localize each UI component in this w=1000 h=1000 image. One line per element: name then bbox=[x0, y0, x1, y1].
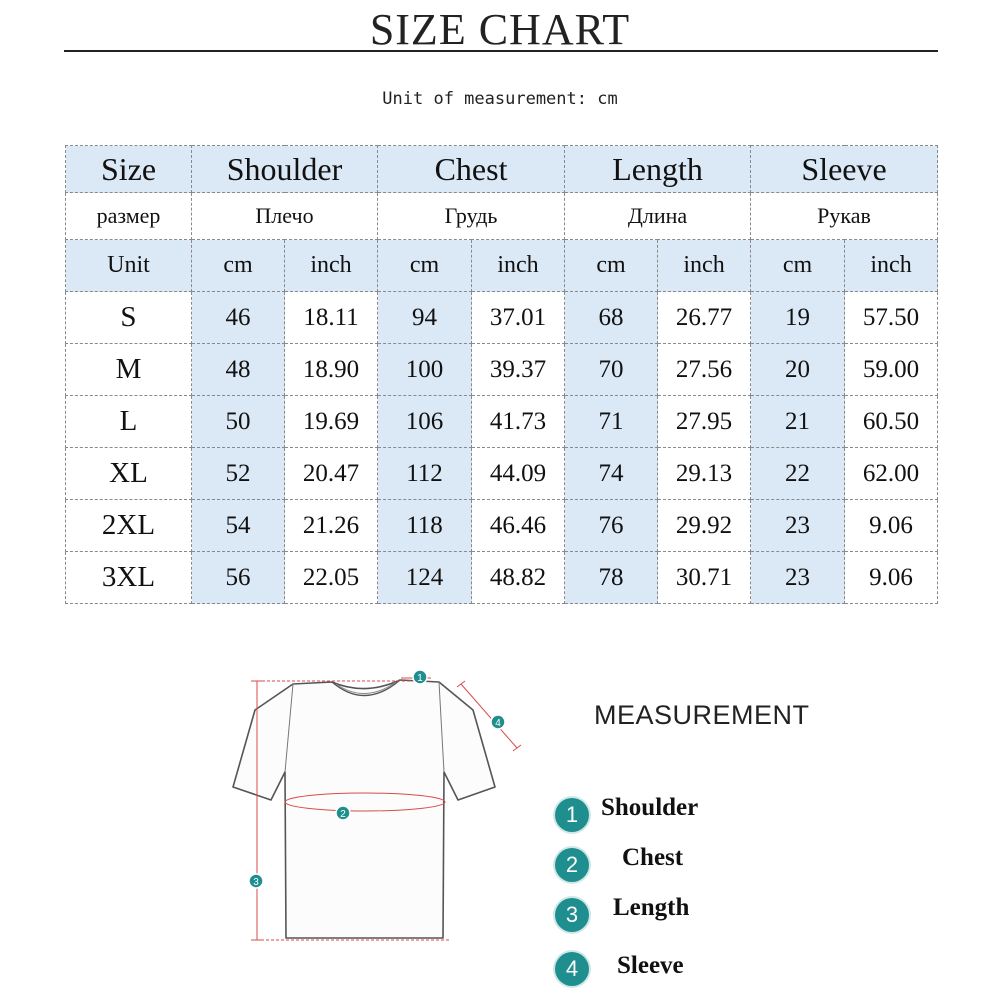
sleeve-inch-cell: 59.00 bbox=[845, 344, 938, 396]
sleeve-cm-cell: 19 bbox=[751, 292, 845, 344]
marker-3 bbox=[249, 874, 263, 888]
measurement-title: MEASUREMENT bbox=[594, 700, 810, 730]
marker-1 bbox=[413, 670, 427, 684]
length-cm-cell: 78 bbox=[565, 552, 658, 604]
header-length-ru: Длина bbox=[565, 193, 751, 240]
marker-2 bbox=[336, 806, 350, 820]
length-inch-cell: 29.13 bbox=[658, 448, 751, 500]
table-row bbox=[66, 500, 938, 552]
chest-cm-cell: 124 bbox=[378, 552, 472, 604]
legend-label: Length bbox=[613, 894, 690, 921]
unit-note: Unit of measurement: cm bbox=[382, 89, 618, 109]
shoulder-inch-cell: 19.69 bbox=[285, 396, 378, 448]
header-row bbox=[66, 146, 938, 193]
sleeve-inch-cell: 57.50 bbox=[845, 292, 938, 344]
chest-inch-cell: 39.37 bbox=[472, 344, 565, 396]
unit-cm: cm bbox=[192, 240, 285, 292]
shoulder-cm-cell: 46 bbox=[192, 292, 285, 344]
number-2-icon: 2 bbox=[555, 848, 589, 882]
table-row bbox=[66, 292, 938, 344]
header-chest: Chest bbox=[378, 146, 565, 193]
unit-cm: cm bbox=[378, 240, 472, 292]
chest-cm-cell: 106 bbox=[378, 396, 472, 448]
unit-inch: inch bbox=[285, 240, 378, 292]
shoulder-cm-cell: 50 bbox=[192, 396, 285, 448]
sleeve-cm-cell: 23 bbox=[751, 500, 845, 552]
length-cm-cell: 70 bbox=[565, 344, 658, 396]
shoulder-cm-cell: 56 bbox=[192, 552, 285, 604]
length-inch-cell: 26.77 bbox=[658, 292, 751, 344]
size-table bbox=[65, 145, 938, 604]
unit-cm: cm bbox=[751, 240, 845, 292]
header-length: Length bbox=[565, 146, 751, 193]
chest-inch-cell: 46.46 bbox=[472, 500, 565, 552]
table-row bbox=[66, 448, 938, 500]
tshirt-outline-icon bbox=[225, 650, 535, 950]
sleeve-cm-cell: 23 bbox=[751, 552, 845, 604]
legend-label: Sleeve bbox=[617, 952, 684, 979]
table-row bbox=[66, 552, 938, 604]
svg-text:2: 2 bbox=[340, 809, 346, 820]
chest-inch-cell: 37.01 bbox=[472, 292, 565, 344]
size-cell: L bbox=[66, 396, 192, 448]
sleeve-cm-cell: 22 bbox=[751, 448, 845, 500]
sleeve-inch-cell: 9.06 bbox=[845, 500, 938, 552]
shoulder-cm-cell: 52 bbox=[192, 448, 285, 500]
title-divider bbox=[64, 50, 938, 52]
unit-row bbox=[66, 240, 938, 292]
svg-text:3: 3 bbox=[253, 877, 259, 888]
sleeve-cm-cell: 20 bbox=[751, 344, 845, 396]
length-inch-cell: 27.56 bbox=[658, 344, 751, 396]
chest-inch-cell: 44.09 bbox=[472, 448, 565, 500]
table-row bbox=[66, 344, 938, 396]
shoulder-inch-cell: 21.26 bbox=[285, 500, 378, 552]
chest-inch-cell: 48.82 bbox=[472, 552, 565, 604]
svg-text:1: 1 bbox=[417, 673, 423, 684]
sleeve-inch-cell: 62.00 bbox=[845, 448, 938, 500]
chest-cm-cell: 118 bbox=[378, 500, 472, 552]
sleeve-inch-cell: 60.50 bbox=[845, 396, 938, 448]
header-row-russian bbox=[66, 193, 938, 240]
shoulder-inch-cell: 18.90 bbox=[285, 344, 378, 396]
header-size-ru: размер bbox=[66, 193, 192, 240]
header-chest-ru: Грудь bbox=[378, 193, 565, 240]
header-shoulder: Shoulder bbox=[192, 146, 378, 193]
marker-4 bbox=[491, 715, 505, 729]
size-cell: 2XL bbox=[66, 500, 192, 552]
legend-label: Chest bbox=[622, 844, 684, 871]
length-cm-cell: 71 bbox=[565, 396, 658, 448]
legend-label: Shoulder bbox=[601, 794, 699, 821]
table-row bbox=[66, 396, 938, 448]
length-inch-cell: 29.92 bbox=[658, 500, 751, 552]
unit-label: Unit bbox=[66, 240, 192, 292]
header-sleeve: Sleeve bbox=[751, 146, 938, 193]
size-cell: XL bbox=[66, 448, 192, 500]
shoulder-cm-cell: 48 bbox=[192, 344, 285, 396]
number-1-icon: 1 bbox=[555, 798, 589, 832]
svg-text:4: 4 bbox=[495, 718, 501, 729]
number-4-icon: 4 bbox=[555, 952, 589, 986]
length-inch-cell: 27.95 bbox=[658, 396, 751, 448]
header-sleeve-ru: Рукав bbox=[751, 193, 938, 240]
chest-cm-cell: 112 bbox=[378, 448, 472, 500]
sleeve-inch-cell: 9.06 bbox=[845, 552, 938, 604]
header-size: Size bbox=[66, 146, 192, 193]
page-title: SIZE CHART bbox=[369, 5, 631, 54]
length-cm-cell: 68 bbox=[565, 292, 658, 344]
sleeve-cm-cell: 21 bbox=[751, 396, 845, 448]
length-cm-cell: 76 bbox=[565, 500, 658, 552]
length-cm-cell: 74 bbox=[565, 448, 658, 500]
size-cell: 3XL bbox=[66, 552, 192, 604]
shoulder-cm-cell: 54 bbox=[192, 500, 285, 552]
shoulder-inch-cell: 18.11 bbox=[285, 292, 378, 344]
size-cell: M bbox=[66, 344, 192, 396]
shoulder-inch-cell: 20.47 bbox=[285, 448, 378, 500]
unit-inch: inch bbox=[472, 240, 565, 292]
shoulder-inch-cell: 22.05 bbox=[285, 552, 378, 604]
unit-inch: inch bbox=[658, 240, 751, 292]
unit-cm: cm bbox=[565, 240, 658, 292]
number-3-icon: 3 bbox=[555, 898, 589, 932]
unit-inch: inch bbox=[845, 240, 938, 292]
header-shoulder-ru: Плечо bbox=[192, 193, 378, 240]
chest-cm-cell: 100 bbox=[378, 344, 472, 396]
chest-inch-cell: 41.73 bbox=[472, 396, 565, 448]
length-inch-cell: 30.71 bbox=[658, 552, 751, 604]
chest-cm-cell: 94 bbox=[378, 292, 472, 344]
size-cell: S bbox=[66, 292, 192, 344]
